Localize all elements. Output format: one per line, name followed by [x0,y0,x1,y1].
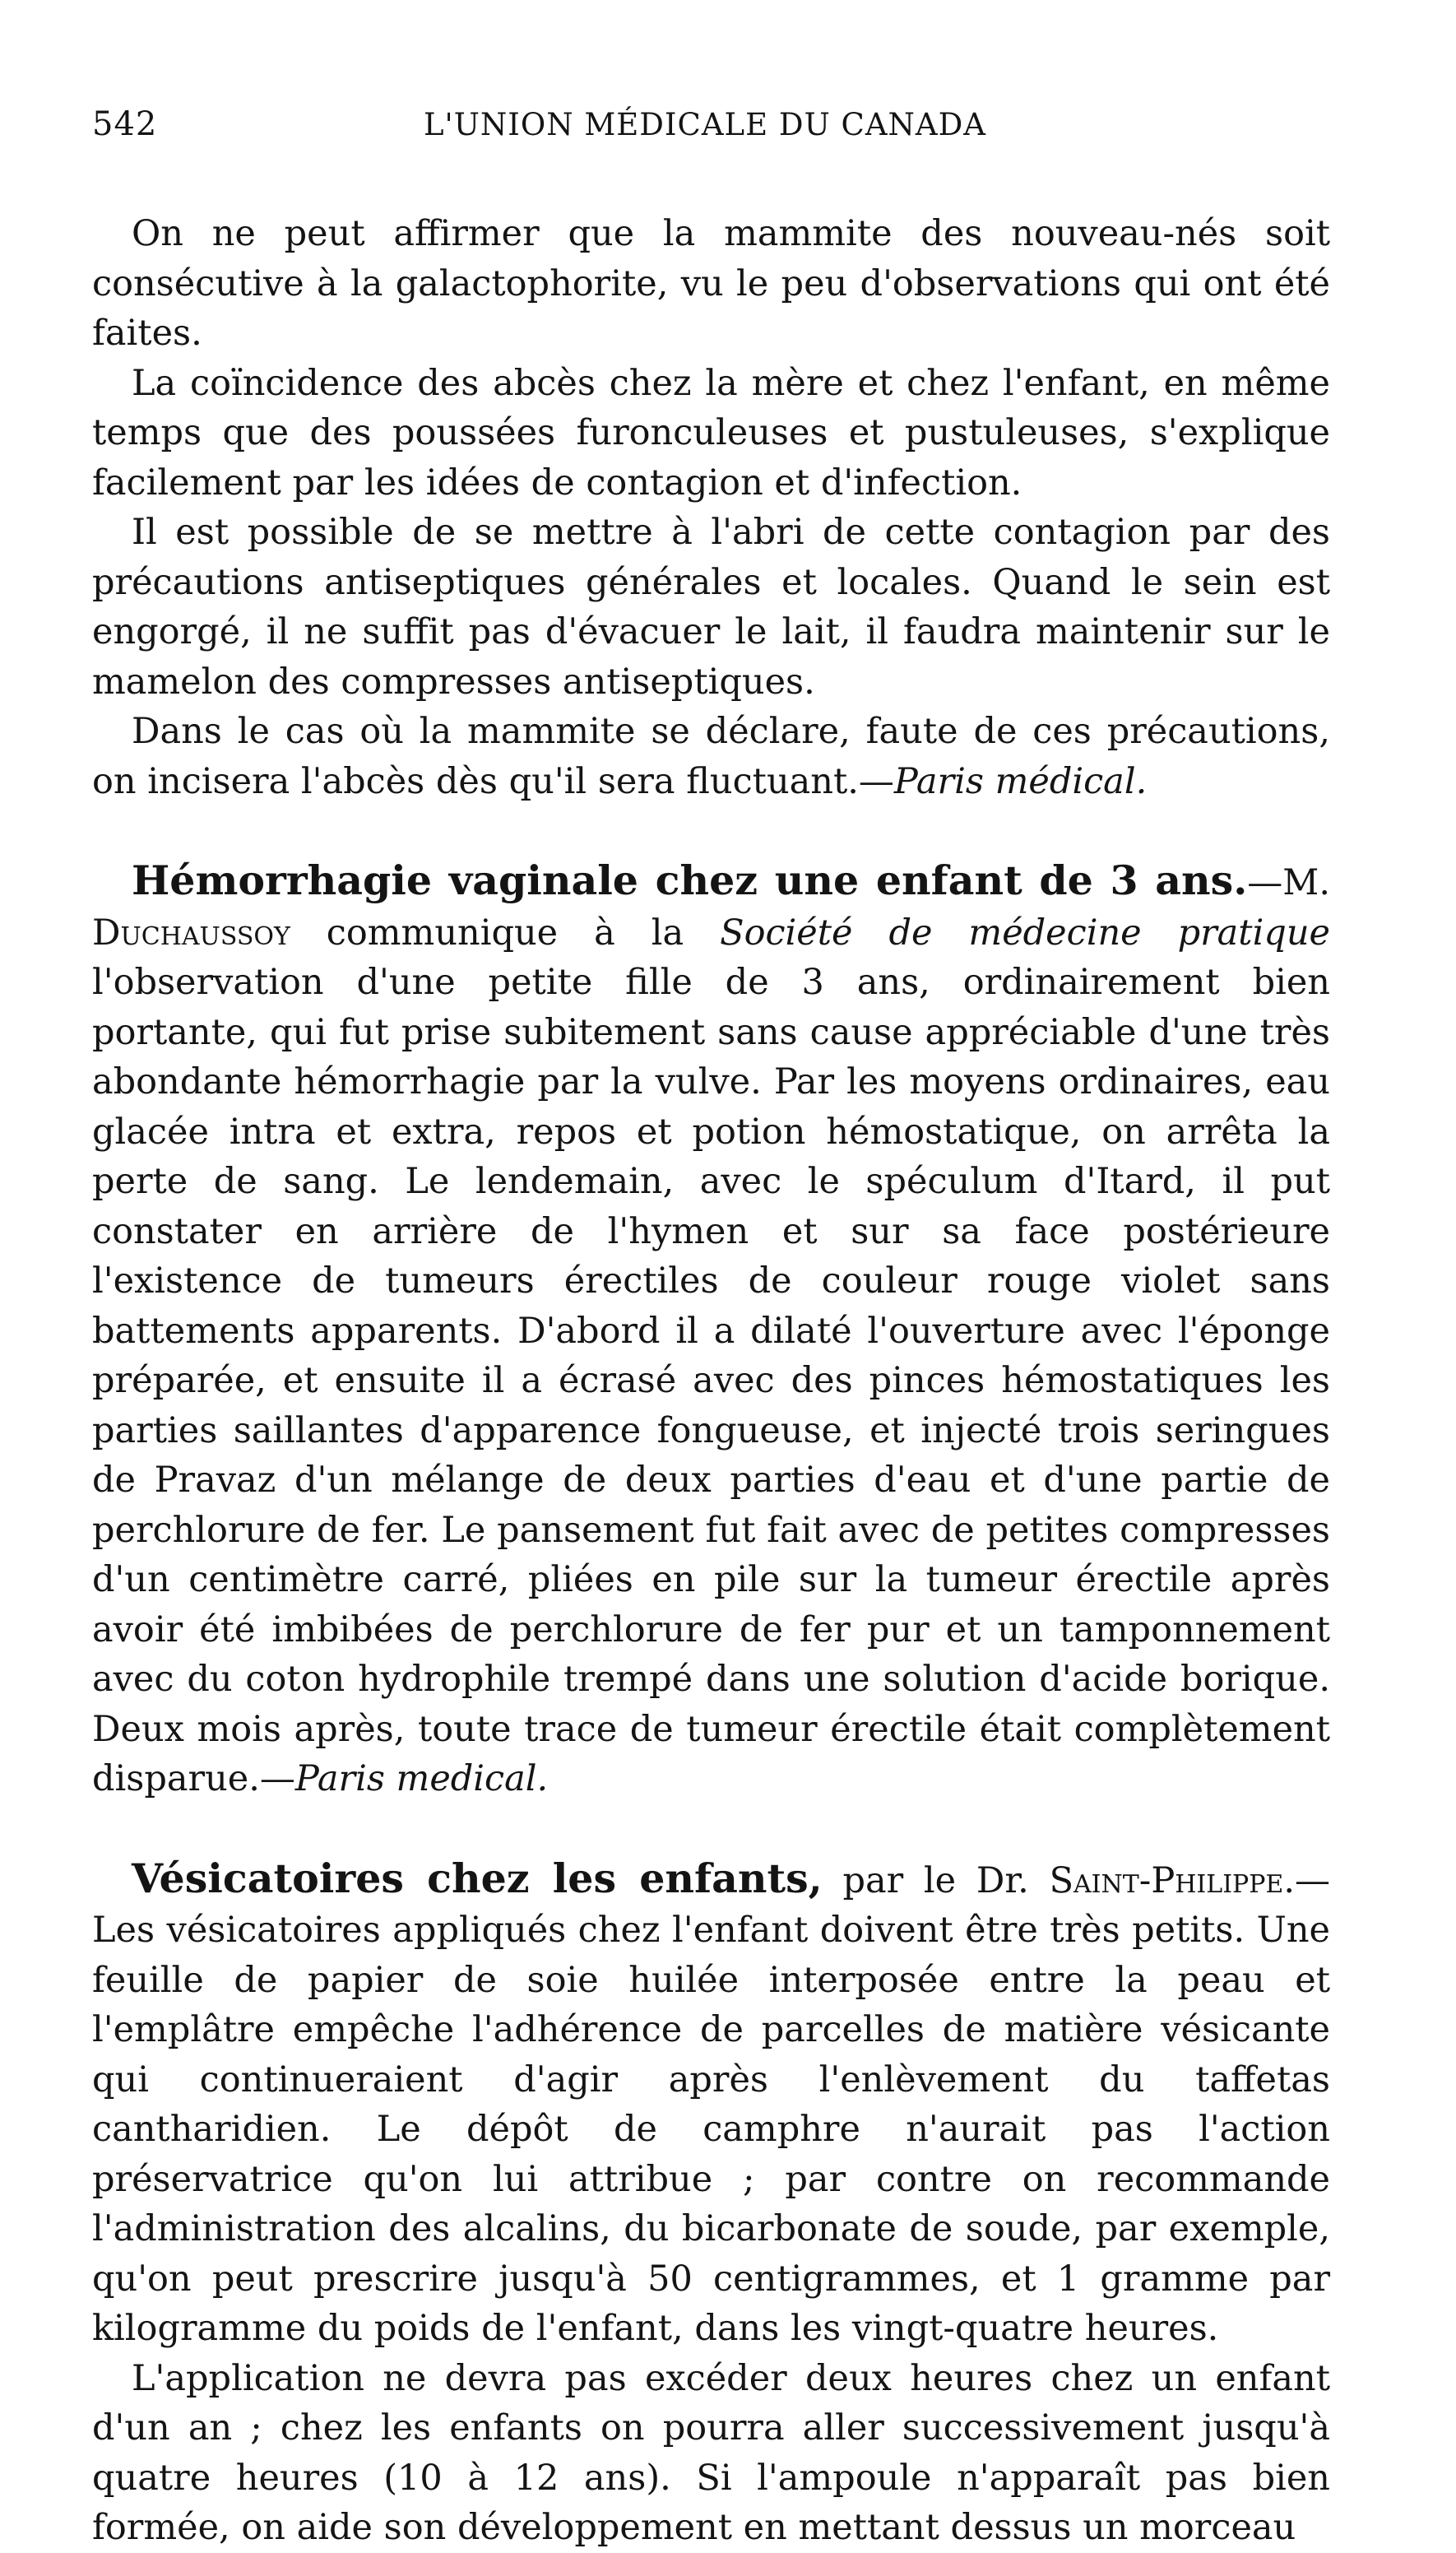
paragraph [92,508,1330,707]
article-hemorrhagie [92,856,1330,1804]
paragraph-text: communique à la [290,912,721,954]
paragraph-text: La coïncidence des abcès chez la mère et chez l'enfant, en même temps que des poussées furonculeuses et pustuleuses, s'explique facilement par les idées de contagion et d'infection. [92,362,1330,504]
source-citation: Paris medical. [294,1758,549,1799]
article-mammite [92,209,1330,806]
article-body [92,209,1330,2553]
paragraph-text: l'observation d'une petite fille de 3 ans, ordinairement bien portante, qui fut prise subitement sans cause appréciable d'une très abondante hémorrhagie par la vulve. Par les moyens ordinaires, eau glacée intra et extra, repos et potion hémostatique, on arrêta la perte de sang. Le lendemain, avec le spéculum d'Itard, il put constater en arrière de l'hymen et sur sa face postérieure l'existence de tumeurs érectiles de couleur rouge violet sans battements apparents. D'abord il a dilaté l'ouverture avec l'éponge préparée, et ensuite il a écrasé avec des pinces hémostatiques les parties saillantes d'apparence fongueuse, et injecté trois seringues de Pravaz d'un mélange de deux parties d'eau et d'une partie de perchlorure de fer. Le pansement fut fait avec de petites compresses d'un centimètre carré, pliées en pile sur la tumeur érectile après avoir été imbibées de perchlorure de fer pur et un tamponnement avec du coton hydrophile trempé dans une solution d'acide borique. Deux mois après, toute trace de tumeur érectile était complètement disparue.— [92,962,1330,1799]
paragraph-text: Dans le cas où la mammite se déclare, faute de ces précautions, on incisera l'abcès dès qu'il sera fluctuant.— [92,711,1330,802]
journal-title: L'UNION MÉDICALE DU CANADA [423,107,987,142]
page-number: 542 [92,105,158,143]
paragraph: Hémorrhagie vaginale chez une enfant de 3 ans.—M. Duchaussoy communique à la Société de médecine pratique l'observation d'une petite fille de 3 ans, ordinairement bien portante, qui fut prise subitement sans cause appréciable d'une très abondante hémorrhagie par la vulve. Par les moyens ordinaires, eau glacée intra et extra, repos et potion hémostatique, on arrêta la perte de sang. Le lendemain, avec le spéculum d'Itard, il put constater en arrière de l'hymen et sur sa face postérieure l'existence de tumeurs érectiles de couleur rouge violet sans battements apparents. D'abord il a dilaté l'ouverture avec l'éponge préparée, et ensuite il a écrasé avec des pinces hémostatiques les parties saillantes d'apparence fongueuse, et injecté trois seringues de Pravaz d'un mélange de deux parties d'eau et d'une partie de perchlorure de fer. Le pansement fut fait avec de petites compresses d'un centimètre carré, pliées en pile sur la tumeur érectile après avoir été imbibées de perchlorure de fer pur et un tamponnement avec du coton hydrophile trempé dans une solution d'acide borique. Deux mois après, toute trace de tumeur érectile était complètement disparue.—Paris medical. [92,856,1331,1799]
article-author: M. Duchaussoy [92,862,1330,954]
paragraph-text: Il est possible de se mettre à l'abri de cette contagion par des précautions antiseptiques générales et locales. Quand le sein est engorgé, il ne suffit pas d'évacuer le lait, il faudra maintenir sur le mamelon des compresses antiseptiques. [92,512,1330,703]
article-vesicatoires [92,1854,1330,2553]
source-citation: Paris médical. [893,760,1148,802]
paragraph: Vésicatoires chez les enfants, par le Dr. Saint-Philippe.— Les vésicatoires appliqués chez l'enfant doivent être très petits. Une feuille de papier de soie huilée interposée entre la peau et l'emplâtre empêche l'adhérence de parcelles de matière vésicante qui continueraient d'agir après l'enlèvement du taffetas cantharidien. Le dépôt de camphre n'aurait pas l'action préservatrice qu'on lui attribue ; par contre on recommande l'administration des alcalins, du bicarbonate de soude, par exemple, qu'on peut prescrire jusqu'à 50 centigrammes, et 1 gramme par kilogramme du poids de l'enfant, dans les vingt-quatre heures. [92,1854,1330,2349]
article-author: Saint-Philippe [1049,1859,1284,1901]
paragraph-text: L'application ne devra pas excéder deux heures chez un enfant d'un an ; chez les enfants on pourra aller successivement jusqu'à quatre heures (10 à 12 ans). Si l'ampoule n'apparaît pas bien formée, on aide son développement en mettant dessus un morceau [92,2357,1330,2548]
paragraph-text: Les vésicatoires appliqués chez l'enfant doivent être très petits. Une feuille de papier de soie huilée interposée entre la peau et l'emplâtre empêche l'adhérence de parcelles de matière vésicante qui continueraient d'agir après l'enlèvement du taffetas cantharidien. Le dépôt de camphre n'aurait pas l'action préservatrice qu'on lui attribue ; par contre on recommande l'administration des alcalins, du bicarbonate de soude, par exemple, qu'on peut prescrire jusqu'à 50 centigrammes, et 1 gramme par kilogramme du poids de l'enfant, dans les vingt-quatre heures. [92,1910,1330,2349]
article-title: Vésicatoires chez les enfants, [132,1854,823,1902]
running-head [92,105,1330,163]
article-title: Hémorrhagie vaginale chez une enfant de 3 ans. [132,856,1248,904]
paragraph [92,209,1330,359]
paragraph [92,707,1330,806]
paragraph [92,2354,1330,2553]
society-name: Société de médecine pratique [720,912,1331,954]
paragraph-text: On ne peut affirmer que la mammite des nouveau-nés soit consécutive à la galactophorite, vu le peu d'observations qui ont été faites. [92,213,1330,354]
page [92,105,1330,2553]
paragraph [92,359,1330,508]
byline: par le Dr. [822,1859,1050,1901]
